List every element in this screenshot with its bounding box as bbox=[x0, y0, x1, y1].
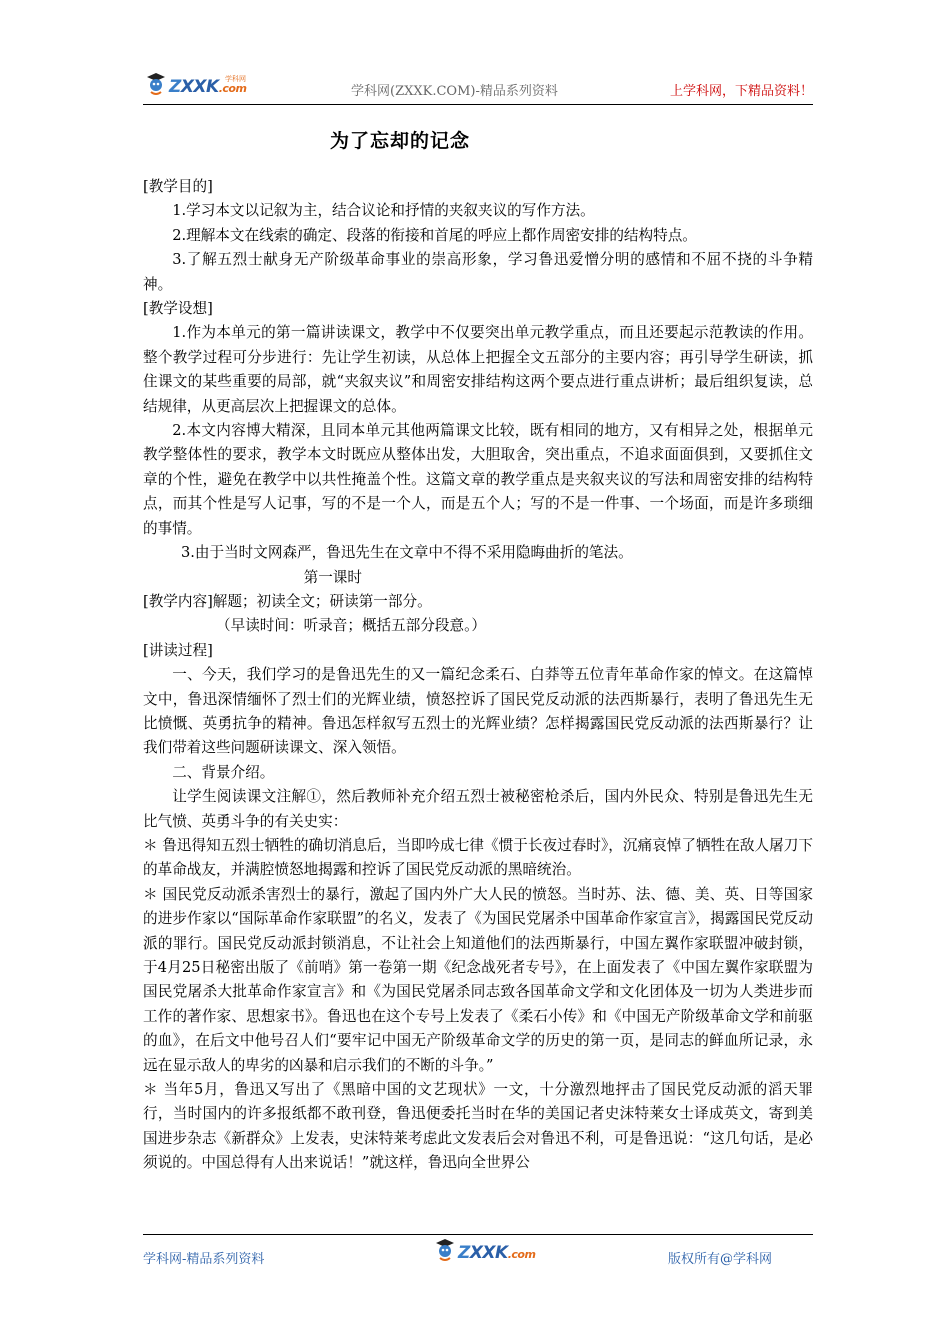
paragraph: 1.学习本文以记叙为主，结合议论和抒情的夹叙夹议的写作方法。 bbox=[172, 202, 595, 220]
footer-copyright: 版权所有@学科网 bbox=[668, 1252, 773, 1267]
footer-left-text: 学科网-精品系列资料 bbox=[143, 1252, 265, 1267]
logo-wordmark: ZXXK.com bbox=[458, 1243, 536, 1263]
paragraph: 3.了解五烈士献身无产阶级革命事业的崇高形象，学习鲁迅爱憎分明的感情和不屈不挠的斗争精神。 bbox=[143, 251, 813, 293]
section-heading-process: [讲读过程] bbox=[143, 641, 213, 659]
paragraph: 一、今天，我们学习的是鲁迅先生的又一篇纪念柔石、白莽等五位青年革命作家的悼文。在这篇悼文中，鲁迅深情缅怀了烈士们的光辉业绩，愤怒控诉了国民党反动派的法西斯暴行，表明了鲁迅先生无比愤慨、英勇抗争的精神。鲁迅怎样叙写五烈士的光辉业绩？怎样揭露国民党反动派的法西斯暴行？让我们带着这些问题研读课文、深入领悟。 bbox=[143, 666, 813, 757]
header-slogan: 上学科网，下精品资料！ bbox=[669, 84, 813, 99]
section-heading-content: [教学内容]解题；初读全文；研读第一部分。 bbox=[143, 592, 432, 610]
mascot-icon bbox=[143, 70, 169, 96]
paragraph: 二、背景介绍。 bbox=[172, 763, 275, 781]
lesson-heading: 第一课时 bbox=[303, 568, 362, 586]
header-center-text: 学科网(ZXXK.COM)-精品系列资料 bbox=[351, 84, 558, 99]
header-divider bbox=[143, 104, 813, 105]
logo-cn-text: 学科网 bbox=[225, 75, 246, 83]
paragraph: 3.由于当时文网森严，鲁迅先生在文章中不得不采用隐晦曲折的笔法。 bbox=[180, 544, 633, 562]
bullet-paragraph: ＊ 鲁迅得知五烈士牺牲的确切消息后，当即吟成七律《惯于长夜过春时》，沉痛哀悼了牺牲在敌人屠刀下的革命战友，并满腔愤怒地揭露和控诉了国民党反动派的黑暗统治。 bbox=[143, 836, 813, 879]
paragraph: 2.本文内容博大精深，且同本单元其他两篇课文比较，既有相同的地方，又有相异之处，根据单元教学整体性的要求，教学本文时既应从整体出发，大胆取舍，突出重点，不追求面面俱到，又要抓住文章的个性，避免在教学中以共性掩盖个性。这篇文章的教学重点是夹叙夹议的写法和周密安排的结构特点，而其个性是写人记事，写的不是一个人，而是五个人；写的不是一件事、一个场面，而是许多琐细的事情。 bbox=[143, 422, 813, 537]
paragraph: 1.作为本单元的第一篇讲读课文，教学中不仅要突出单元教学重点，而且还要起示范教读的作用。整个教学过程可分步进行：先让学生初读，从总体上把握全文五部分的主要内容；再引导学生研读，抓住课文的某些重要的局部，就“夹叙夹议”和周密安排结构这两个要点进行重点讲析；最后组织复读，总结规律，从更高层次上把握课文的总体。 bbox=[143, 324, 813, 415]
paragraph: 2.理解本文在线索的确定、段落的衔接和首尾的呼应上都作周密安排的结构特点。 bbox=[172, 226, 697, 244]
section-heading-design: [教学设想] bbox=[143, 300, 213, 318]
paragraph-note: （早读时间：听录音；概括五部分段意。） bbox=[216, 617, 486, 635]
page-header bbox=[143, 70, 813, 106]
section-heading-goals: [教学目的] bbox=[143, 178, 213, 195]
bullet-paragraph: ＊ 当年5月，鲁迅又写出了《黑暗中国的文艺现状》一文，十分激烈地抨击了国民党反动派的滔天罪行，当时国内的许多报纸都不敢刊登，鲁迅便委托当时在华的美国记者史沫特莱女士译成英文，寄到美国进步杂志《新群众》上发表，史沫特莱考虑此文发表后会对鲁迅不利，可是鲁迅说：“这几句话，是必须说的。中国总得有人出来说话！”就这样，鲁迅向全世界公 bbox=[143, 1081, 813, 1172]
paragraph: 让学生阅读课文注解①，然后教师补充介绍五烈士被秘密枪杀后，国内外民众、特别是鲁迅先生无比气愤、英勇斗争的有关史实： bbox=[143, 788, 813, 830]
logo-wordmark: ZXXK.com bbox=[169, 77, 247, 97]
mascot-icon bbox=[432, 1236, 458, 1262]
bullet-paragraph: ＊ 国民党反动派杀害烈士的暴行，激起了国内外广大人民的愤怒。当时苏、法、德、美、英、日等国家的进步作家以“国际革命作家联盟”的名义，发表了《为国民党屠杀中国革命作家宣言》，揭露国民党反动派的罪行。国民党反动派封锁消息，不让社会上知道他们的法西斯暴行，中国左翼作家联盟冲破封锁，于4月25日秘密出版了《前哨》第一卷第一期《纪念战死者专号》，在上面发表了《中国左翼作家联盟为国民党屠杀大批革命作家宣言》和《为国民党屠杀同志致各国革命文学和文化团体及一切为人类进步而工作的著作家、思想家书》。鲁迅也在这个专号上发表了《柔石小传》和《中国无产阶级革命文学和前驱的血》，在后文中他号召人们“要牢记中国无产阶级革命文学的历史的第一页，是同志的鲜血所记录，永远在显示敌人的卑劣的凶暴和启示我们的不断的斗争。” bbox=[143, 885, 813, 1074]
footer-zxxk-logo[interactable] bbox=[432, 1236, 535, 1262]
footer-divider bbox=[143, 1234, 813, 1235]
document-body bbox=[143, 175, 813, 1176]
page-title: 为了忘却的记念 bbox=[330, 130, 471, 152]
